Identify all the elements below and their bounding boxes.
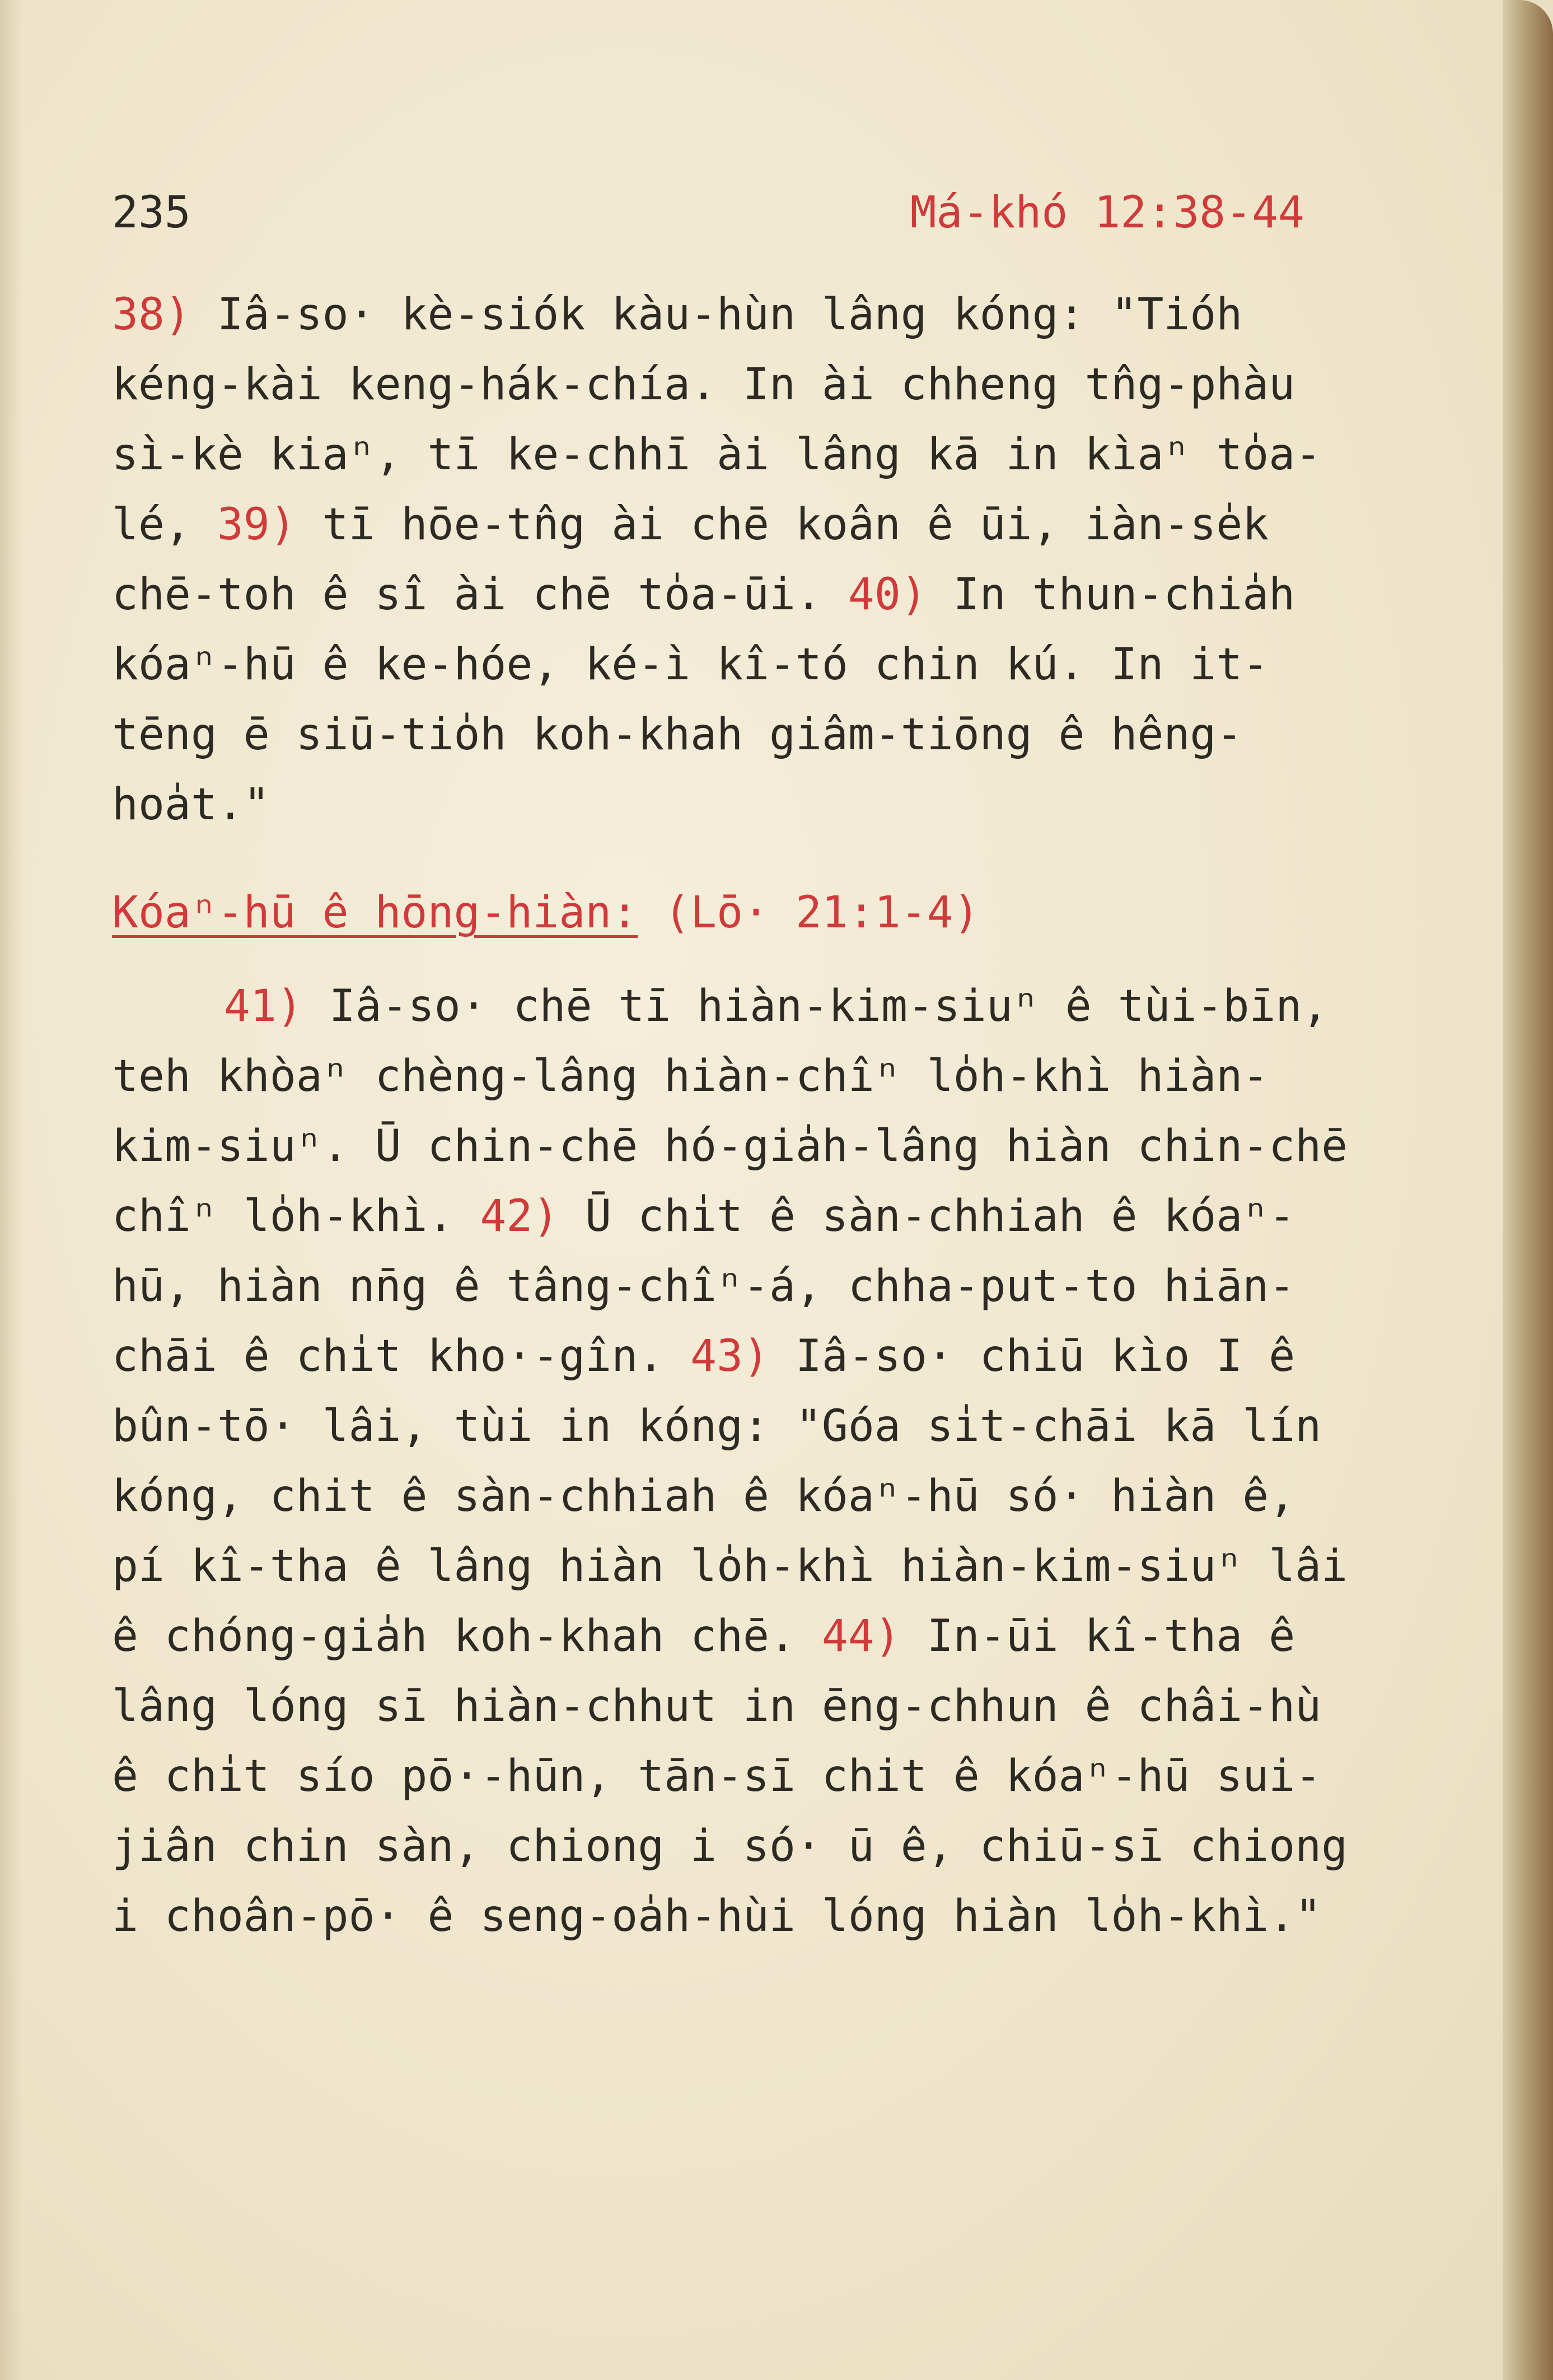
verse-text-43: Iâ-so· chiū kìo I ê bûn-tō· lâi, tùi in kóng: "Góa si̍t-chāi kā lín kóng, chit ê sàn-chhiah ê kóaⁿ-hū só· hiàn ê, pí kî-tha ê lâng hiàn lo̍h-khì hiàn-kim-siuⁿ lâi ê chóng-gia̍h koh-khah chē. <box>112 1331 1374 1662</box>
page-header <box>112 188 1304 249</box>
verse-text-40: In thun-chia̍h kóaⁿ-hū ê ke-hóe, ké-ì kî-tó chin kú. In it-tēng ē siū-tio̍h koh-khah giâm-tiōng ê hêng-hoa̍t." <box>112 570 1322 830</box>
verse-number-41: 41) <box>224 981 303 1032</box>
section-title: Kóaⁿ-hū ê hōng-hiàn: <box>112 888 638 938</box>
running-head: Má-khó 12:38-44 <box>910 188 1304 238</box>
verse-text-41: Iâ-so· chē tī hiàn-kim-siuⁿ ê tùi-bīn, teh khòaⁿ chèng-lâng hiàn-chîⁿ lo̍h-khì hiàn-kim-siuⁿ. Ū chin-chē hó-gia̍h-lâng hiàn chin-chē chîⁿ lo̍h-khì. <box>112 981 1374 1242</box>
section-heading <box>112 888 980 938</box>
verse-text-44: In-ūi kî-tha ê lâng lóng sī hiàn-chhut in ēng-chhun ê châi-hù ê chi̍t sío pō·-hūn, tān-sī chit ê kóaⁿ-hū sui-jiân chin sàn, chiong i só· ū ê, chiū-sī chiong i choân-pō· ê seng-oa̍h-hùi lóng hiàn lo̍h-khì." <box>112 1611 1374 1942</box>
page-number: 235 <box>112 188 191 238</box>
verse-text-39: tī hōe-tn̂g ài chē koân ê ūi, iàn-se̍k chē-toh ê sî ài chē to̍a-ūi. <box>112 500 1295 620</box>
verse-number-38: 38) <box>112 290 191 340</box>
verse-text-38: Iâ-so· kè-siók kàu-hùn lâng kóng: "Tióh kéng-kài keng-hák-chía. In ài chheng tn̂g-phàu sì-kè kiaⁿ, tī ke-chhī ài lâng kā in kìaⁿ to̍a-lé, <box>112 290 1322 550</box>
verse-number-42: 42) <box>480 1191 559 1242</box>
section-reference: (Lō· 21:1-4) <box>638 888 980 938</box>
verse-number-40: 40) <box>848 570 927 620</box>
paragraph-verses-41-44 <box>112 972 1374 1952</box>
passage-mark-12-41-44 <box>112 972 1374 1952</box>
paragraph-verses-38-40 <box>112 280 1366 840</box>
verse-number-44: 44) <box>821 1611 901 1662</box>
page-edge <box>1503 0 1553 2380</box>
verse-text-42: Ū chi̍t ê sàn-chhiah ê kóaⁿ-hū, hiàn nn̄g ê tâng-chîⁿ-á, chha-put-to hiān-chāi ê chi̍t kho·-gîn. <box>112 1191 1295 1382</box>
verse-number-43: 43) <box>690 1331 770 1382</box>
spine-shadow <box>0 0 22 2380</box>
verse-number-39: 39) <box>217 500 296 550</box>
passage-mark-12-38-40 <box>112 280 1366 840</box>
